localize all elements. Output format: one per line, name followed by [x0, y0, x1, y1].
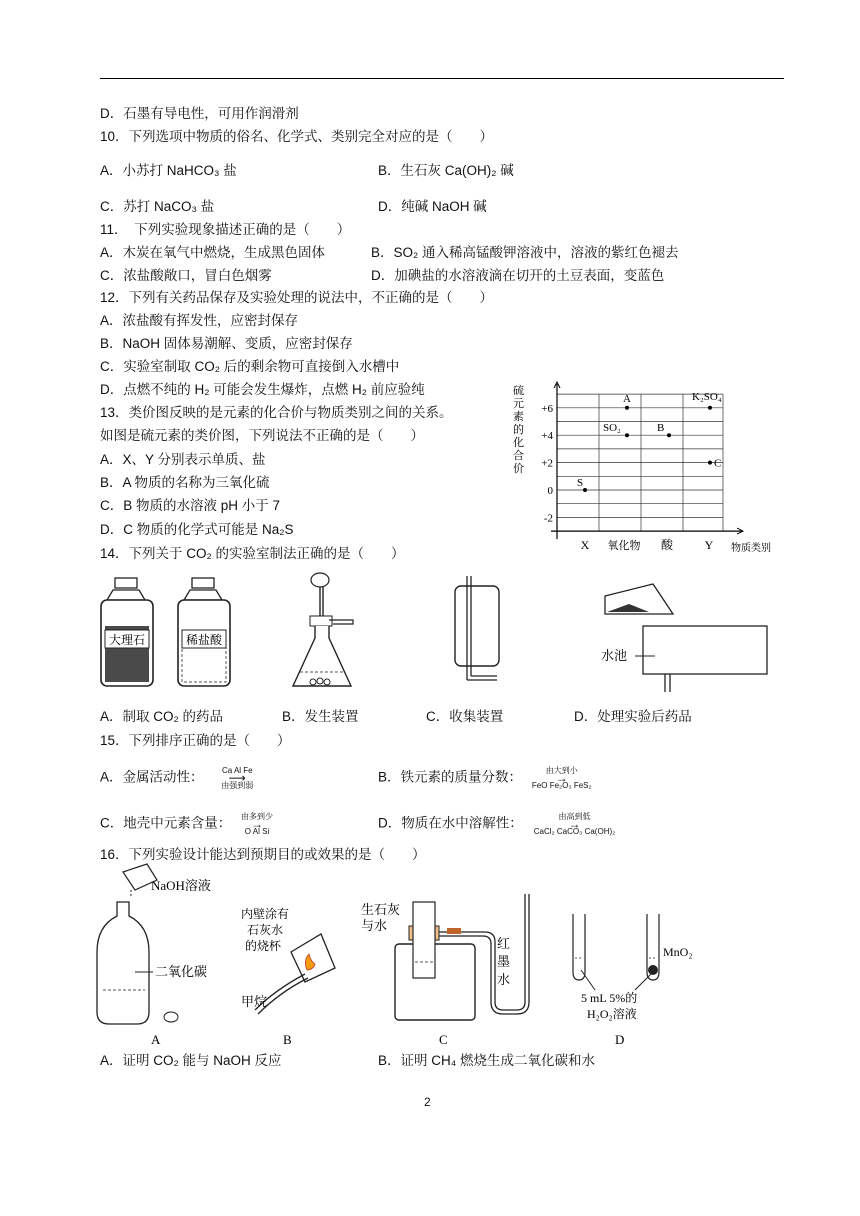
chart-point-label: K₂SO₄ — [692, 390, 722, 403]
q16-figure-c — [361, 894, 529, 1047]
q15-c-arrow: 由多到少 → O Al Si — [235, 812, 279, 836]
naoh-label: NaOH溶液 — [151, 878, 211, 893]
fig-c-cap: C — [439, 1032, 448, 1047]
co2-label: 二氧化碳 — [155, 964, 208, 979]
q15-option-a-label: A．金属活动性： — [100, 769, 204, 785]
chart-y-tick-label: 0 — [547, 485, 553, 497]
q13-option-c: C．B 物质的水溶液 pH 小于 7 — [100, 498, 281, 513]
chart-ylabel-char: 硫 — [513, 385, 524, 397]
q13-option-a: A．X、Y 分别表示单质、盐 — [100, 452, 266, 467]
q16-option-a: A．证明 CO₂ 能与 NaOH 反应 — [100, 1053, 282, 1068]
ink-label-3: 水 — [497, 972, 511, 987]
disposal-apparatus — [601, 584, 767, 692]
dilute-hcl-bottle — [178, 578, 230, 686]
q15-b-bot: FeO Fe₂O₃ FeS₂ — [531, 781, 592, 790]
q13-stem-1: 13．类价图反映的是元素的化合价与物质类别之间的关系。 — [100, 405, 453, 420]
chart-point-label: B — [657, 422, 665, 435]
chart-y-tick-label: -2 — [543, 512, 553, 525]
q15-c-bot: O Al Si — [244, 827, 270, 836]
q12-stem: 12．下列有关药品保存及实验处理的说法中，不正确的是（ ） — [100, 290, 494, 305]
q16-figure-d — [573, 914, 693, 1047]
chart-point — [708, 406, 712, 410]
q12-option-a: A．浓盐酸有挥发性，应密封保存 — [100, 313, 299, 328]
chart-y-tick-label: +4 — [541, 430, 553, 443]
sulfur-valence-chart — [505, 380, 775, 555]
chart-x-tick-label: X — [580, 538, 590, 553]
ink-label-2: 墨 — [497, 954, 511, 969]
q11-option-b: B．SO₂ 通入稀高锰酸钾溶液中，溶液的紫红色褪去 — [371, 245, 679, 260]
q15-c-top: 由多到少 — [241, 812, 274, 821]
lime-label-2: 与水 — [361, 918, 388, 933]
chart-ylabel-char: 化 — [513, 437, 524, 449]
fig-a-cap: A — [151, 1032, 161, 1047]
q10-option-c: C．苏打 NaCO₃ 盐 — [100, 199, 215, 214]
h2o2-label-1: 5 mL 5%的 — [581, 991, 638, 1005]
q10-option-a: A．小苏打 NaHCO₃ 盐 — [100, 163, 237, 178]
q15-a-top: Ca Al Fe — [221, 766, 253, 775]
beaker-label-3: 的烧杯 — [245, 939, 282, 953]
q16-stem: 16．下列实验设计能达到预期目的或效果的是（ ） — [100, 847, 426, 862]
fig-b-cap: B — [283, 1032, 292, 1047]
header-rule — [100, 78, 784, 79]
q10-stem: 10．下列选项中物质的俗名、化学式、类别完全对应的是（ ） — [100, 129, 494, 144]
q16-figure-b — [241, 906, 335, 1047]
q15-b-top: 由大到小 — [545, 766, 578, 775]
ink-label-1: 红 — [497, 936, 511, 951]
beaker-label-2: 石灰水 — [247, 923, 284, 937]
q11-option-d: D．加碘盐的水溶液滴在切开的土豆表面，变蓝色 — [371, 268, 665, 283]
chart-x-tick-label: Y — [704, 538, 714, 553]
chart-x-tick-label: 酸 — [660, 538, 674, 553]
page-number: 2 — [424, 1095, 431, 1109]
q12-option-c: C．实验室制取 CO₂ 后的剩余物可直接倒入水槽中 — [100, 359, 400, 374]
q14-stem: 14．下列关于 CO₂ 的实验室制法正确的是（ ） — [100, 546, 405, 561]
chart-point-label: SO₂ — [603, 422, 621, 435]
q16-figure-a — [97, 864, 211, 1047]
generation-apparatus — [293, 573, 353, 686]
q15-option-d — [378, 812, 623, 836]
q15-d-top: 由高到低 — [558, 812, 591, 821]
hcl-label: 稀盐酸 — [185, 633, 223, 647]
sink-label: 水池 — [601, 648, 628, 663]
chart-ylabel-char: 价 — [513, 463, 524, 475]
q15-option-a — [100, 766, 267, 790]
chart-point — [583, 488, 587, 492]
q16-option-b: B．证明 CH₄ 燃烧生成二氧化碳和水 — [378, 1053, 596, 1068]
fig-d-cap: D — [615, 1032, 625, 1047]
q9-option-d: D．石墨有导电性，可用作润滑剂 — [100, 106, 299, 121]
marble-label: 大理石 — [108, 633, 146, 647]
chart-ylabel-char: 的 — [513, 424, 524, 436]
q13-stem-2: 如图是硫元素的类价图，下列说法不正确的是（ ） — [100, 428, 424, 443]
q15-option-c — [100, 812, 279, 836]
q14-option-d: D．处理实验后药品 — [574, 709, 692, 724]
q14-option-b: B．发生装置 — [282, 709, 359, 724]
q11-stem: 11． 下列实验现象描述正确的是（ ） — [100, 222, 351, 237]
q15-option-b-label: B．铁元素的质量分数： — [378, 769, 523, 785]
q10-option-d: D．纯碱 NaOH 碱 — [378, 199, 487, 214]
chart-point-label: C — [714, 457, 722, 470]
q12-option-d: D．点燃不纯的 H₂ 可能会发生爆炸，点燃 H₂ 前应验纯 — [100, 382, 425, 397]
collection-apparatus — [455, 576, 499, 680]
q15-option-d-label: D．物质在水中溶解性： — [378, 815, 523, 831]
h2o2-label-2: H₂O₂溶液 — [587, 1007, 637, 1021]
q15-option-b — [378, 766, 598, 790]
chart-ylabel-char: 合 — [513, 450, 524, 462]
q10-option-b: B．生石灰 Ca(OH)₂ 碱 — [378, 163, 514, 178]
q14-figures — [95, 568, 775, 698]
chart-point — [625, 406, 629, 410]
chart-point — [625, 433, 629, 437]
q15-d-bot: CaCl₂ CaCO₃ Ca(OH)₂ — [533, 827, 616, 836]
q15-stem: 15．下列排序正确的是（ ） — [100, 733, 291, 748]
q13-option-d: D．C 物质的化学式可能是 Na₂S — [100, 522, 294, 537]
chart-ylabel-char: 素 — [513, 411, 524, 423]
chart-y-tick-label: +6 — [541, 402, 553, 415]
q16-figures — [95, 862, 715, 1047]
q14-option-c: C．收集装置 — [426, 709, 504, 724]
chart-point-label: A — [623, 392, 631, 405]
q13-option-b: B．A 物质的名称为三氧化硫 — [100, 475, 270, 490]
chart-point — [708, 461, 712, 465]
chart-ylabel-char: 元 — [513, 398, 524, 410]
q11-option-a: A．木炭在氧气中燃烧，生成黑色固体 — [100, 245, 326, 260]
chart-point — [667, 433, 671, 437]
q14-option-a: A．制取 CO₂ 的药品 — [100, 709, 223, 724]
q15-a-bot: 由强到弱 — [221, 781, 254, 790]
q12-option-b: B．NaOH 固体易潮解、变质，应密封保存 — [100, 336, 353, 351]
beaker-label-1: 内壁涂有 — [241, 907, 290, 921]
lime-label-1: 生石灰 — [361, 902, 401, 917]
q15-b-arrow: 由大到小 → FeO Fe₂O₃ FeS₂ — [526, 766, 598, 790]
chart-point-label: S — [577, 477, 584, 489]
q15-option-c-label: C．地壳中元素含量： — [100, 815, 232, 831]
chart-y-tick-label: +2 — [541, 457, 553, 470]
methane-label: 甲烷 — [241, 994, 268, 1009]
q15-a-arrow: Ca Al Fe ⟶ 由强到弱 — [207, 766, 267, 790]
mno2-label: MnO₂ — [663, 945, 693, 959]
chart-marks — [541, 391, 771, 554]
q15-d-arrow: 由高到低 → CaCl₂ CaCO₃ Ca(OH)₂ — [527, 812, 623, 836]
chart-x-tick-label: 氧化物 — [607, 540, 641, 553]
marble-bottle — [101, 578, 153, 686]
q11-option-c: C．浓盐酸敞口，冒白色烟雾 — [100, 268, 272, 283]
chart-xlabel: 物质类别 — [731, 543, 771, 555]
